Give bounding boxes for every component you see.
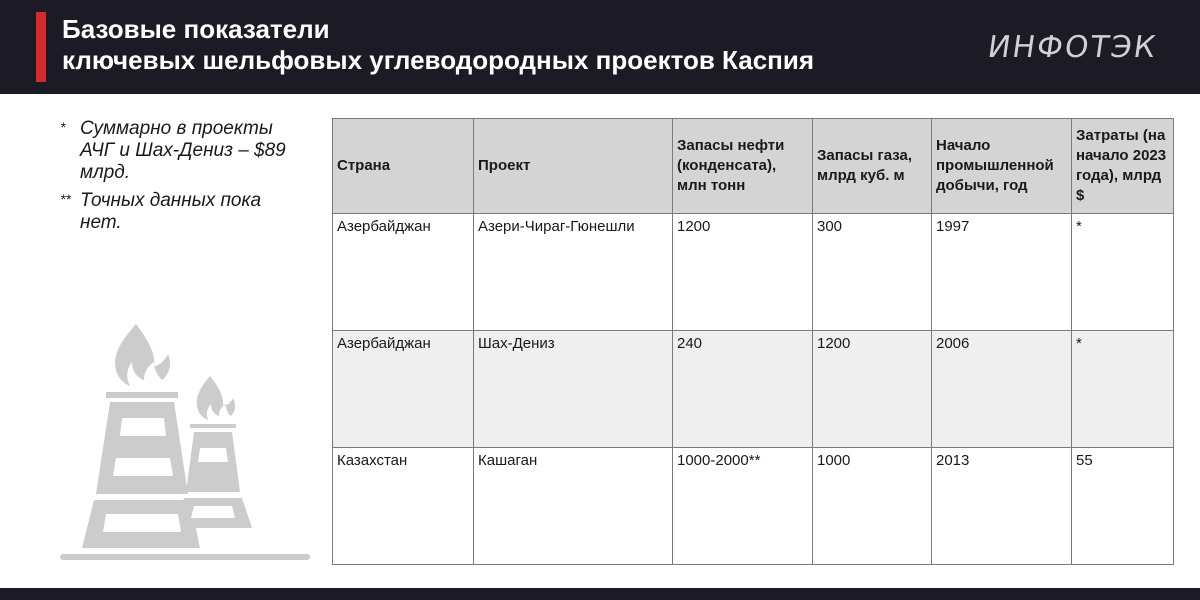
projects-table: [332, 118, 1174, 565]
brand-logo: ИНФОТЭК: [985, 30, 1160, 65]
header-oil-reserves: Запасы нефти (конденсата), млн тонн: [673, 119, 813, 214]
cell-oil-reserves: 240: [673, 331, 813, 448]
cell-costs: 55: [1072, 448, 1174, 565]
footnotes: [60, 118, 300, 240]
cell-costs: *: [1072, 214, 1174, 331]
table-row: [333, 214, 1174, 331]
page-title-line-2: ключевых шельфовых углеводородных проектов Каспия: [62, 45, 815, 75]
gas-flare-towers-icon: [60, 318, 310, 568]
cell-country: Азербайджан: [333, 331, 474, 448]
projects-table-container: [332, 118, 1173, 565]
title-accent-bar: [36, 12, 46, 82]
cell-oil-reserves: 1200: [673, 214, 813, 331]
cell-project: Шах-Дениз: [474, 331, 673, 448]
footnote-1-mark: *: [60, 119, 66, 135]
header-bar: [0, 0, 1200, 94]
table-row: [333, 448, 1174, 565]
cell-production-start: 1997: [932, 214, 1072, 331]
cell-gas-reserves: 1200: [813, 331, 932, 448]
cell-production-start: 2013: [932, 448, 1072, 565]
header-costs: Затраты (на начало 2023 года), млрд $: [1072, 119, 1174, 214]
footnote-2: [60, 190, 300, 234]
cell-country: Азербайджан: [333, 214, 474, 331]
cell-gas-reserves: 300: [813, 214, 932, 331]
cell-project: Азери-Чираг-Гюнешли: [474, 214, 673, 331]
page-title-line-1: Базовые показатели: [62, 14, 330, 44]
header-project: Проект: [474, 119, 673, 214]
cell-oil-reserves: 1000-2000**: [673, 448, 813, 565]
header-gas-reserves: Запасы газа, млрд куб. м: [813, 119, 932, 214]
footnote-2-mark: **: [60, 191, 71, 207]
cell-costs: *: [1072, 331, 1174, 448]
footnote-2-text: Точных данных пока нет.: [80, 190, 262, 233]
table-header-row: [333, 119, 1174, 214]
table-row: [333, 331, 1174, 448]
cell-country: Казахстан: [333, 448, 474, 565]
footnote-1: [60, 118, 300, 184]
cell-project: Кашаган: [474, 448, 673, 565]
header-production-start: Начало промышленной добычи, год: [932, 119, 1072, 214]
footer-bar: [0, 588, 1200, 600]
header-country: Страна: [333, 119, 474, 214]
page-title: [62, 14, 814, 76]
cell-production-start: 2006: [932, 331, 1072, 448]
footnote-1-text: Суммарно в проекты АЧГ и Шах-Дениз – $89 млрд.: [80, 118, 286, 183]
cell-gas-reserves: 1000: [813, 448, 932, 565]
